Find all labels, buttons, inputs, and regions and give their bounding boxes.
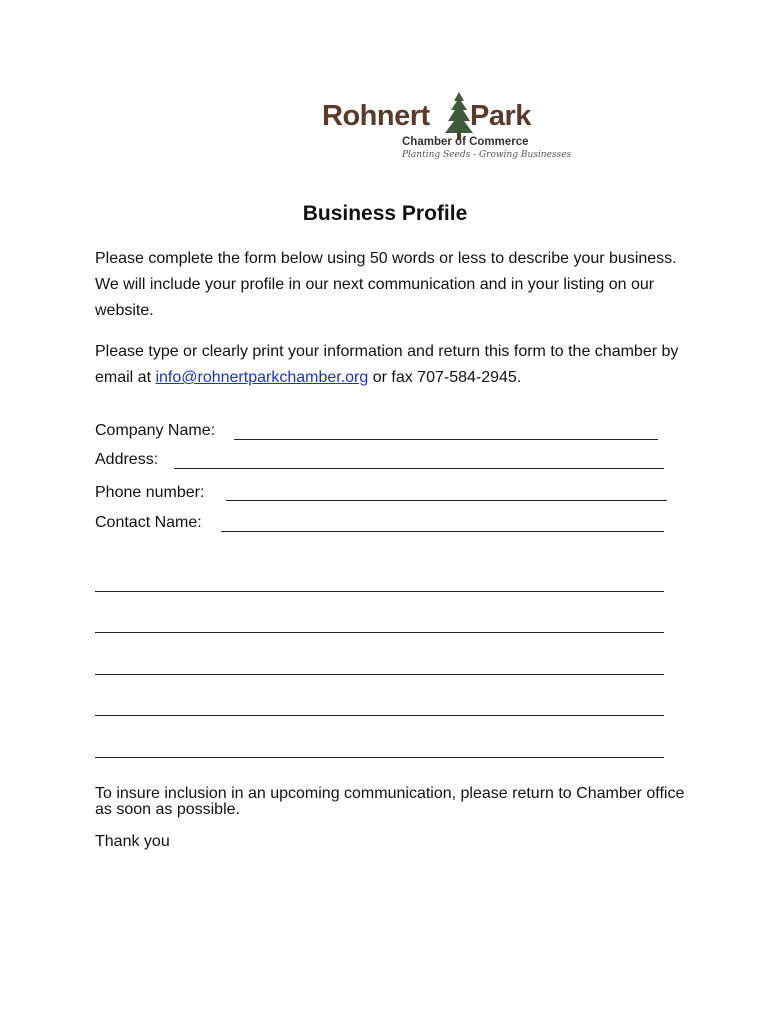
description-line-4[interactable] — [95, 715, 664, 716]
intro-paragraph: Please complete the form below using 50 words or less to describe your business. We will include your profile in our next communication and in your listing on our website. — [95, 250, 677, 319]
address-line[interactable] — [174, 468, 664, 469]
company-name-label: Company Name: — [95, 422, 216, 439]
closing-paragraph: To insure inclusion in an upcoming communication, please return to Chamber office as soon as possible. — [95, 785, 685, 818]
instructions-text-end: or fax 707-584-2945. — [368, 369, 522, 386]
logo-word-park: Park — [470, 100, 531, 132]
description-line-2[interactable] — [95, 632, 664, 633]
phone-number-line[interactable] — [226, 500, 667, 501]
logo-subtitle: Chamber of Commerce — [402, 136, 529, 148]
description-line-1[interactable] — [95, 591, 664, 592]
contact-name-label: Contact Name: — [95, 514, 202, 531]
logo-word-rohnert: Rohnert — [322, 100, 430, 132]
logo-tagline: Planting Seeds - Growing Businesses — [402, 150, 572, 160]
company-name-line[interactable] — [234, 439, 658, 440]
page-title: Business Profile — [302, 202, 468, 225]
instructions-text-start: Please type or clearly print your information and return this form to the chamber by email at — [95, 343, 679, 386]
address-label: Address: — [95, 451, 159, 468]
thank-you-text: Thank you — [95, 833, 170, 850]
chamber-logo — [322, 92, 572, 160]
instructions-paragraph — [95, 339, 695, 391]
contact-name-line[interactable] — [221, 531, 664, 532]
email-link[interactable]: info@rohnertparkchamber.org — [155, 369, 369, 386]
description-line-3[interactable] — [95, 674, 664, 675]
description-line-5[interactable] — [95, 757, 664, 758]
phone-number-label: Phone number: — [95, 484, 205, 501]
